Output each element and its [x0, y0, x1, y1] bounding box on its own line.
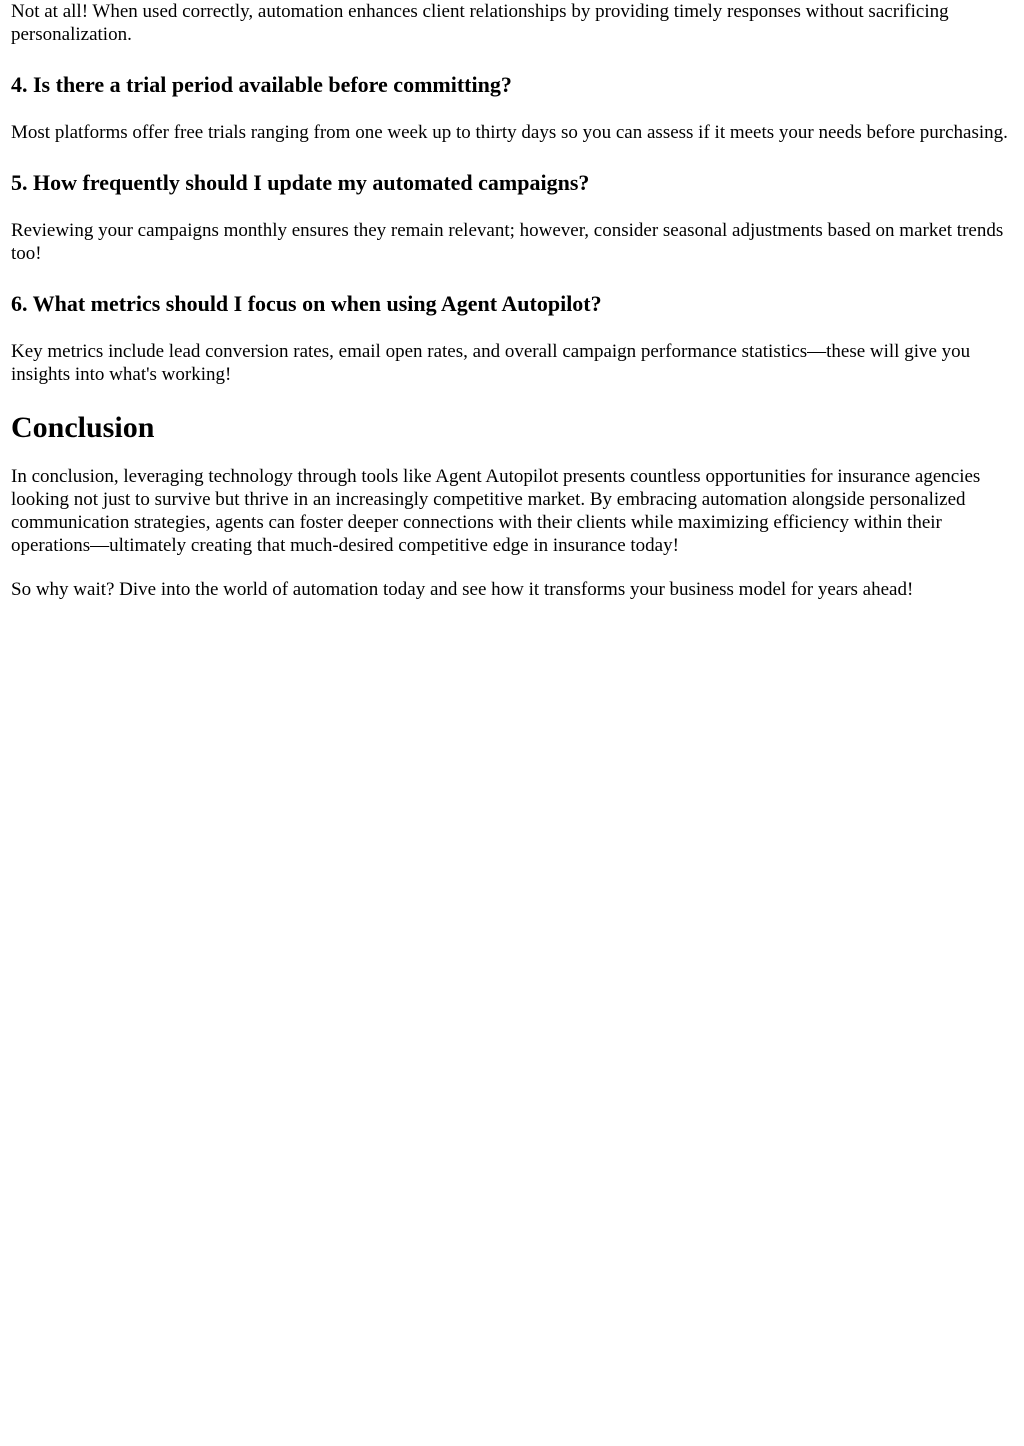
- faq-answer-5: Reviewing your campaigns monthly ensures they remain relevant; however, consider seasonal adjustments based on market trends too!: [11, 220, 1004, 264]
- faq-answer-6: Key metrics include lead conversion rates, email open rates, and overall campaign performance statistics—these will give you insights into what's working!: [11, 341, 971, 385]
- faq-question-4: 4. Is there a trial period available before committing?: [11, 72, 512, 97]
- conclusion-heading: Conclusion: [11, 411, 155, 444]
- conclusion-paragraph-2: So why wait? Dive into the world of automation today and see how it transforms your business model for years ahead!: [11, 579, 914, 600]
- faq-answer-4: Most platforms offer free trials ranging from one week up to thirty days so you can assess if it meets your needs before purchasing.: [11, 122, 1008, 143]
- faq-question-6: 6. What metrics should I focus on when using Agent Autopilot?: [11, 291, 602, 316]
- faq-answer-3: Not at all! When used correctly, automation enhances client relationships by providing timely responses without sacrificing personalization.: [11, 1, 949, 45]
- conclusion-paragraph-1: In conclusion, leveraging technology through tools like Agent Autopilot presents countless opportunities for insurance agencies looking not just to survive but thrive in an increasingly competitive market. By embracing automation alongside personalized communication strategies, agents can foster deeper connections with their clients while maximizing efficiency within their operations—ultimately creating that much-desired competitive edge in insurance today!: [11, 466, 981, 556]
- article-body: [0, 0, 1024, 601]
- faq-question-5: 5. How frequently should I update my automated campaigns?: [11, 170, 590, 195]
